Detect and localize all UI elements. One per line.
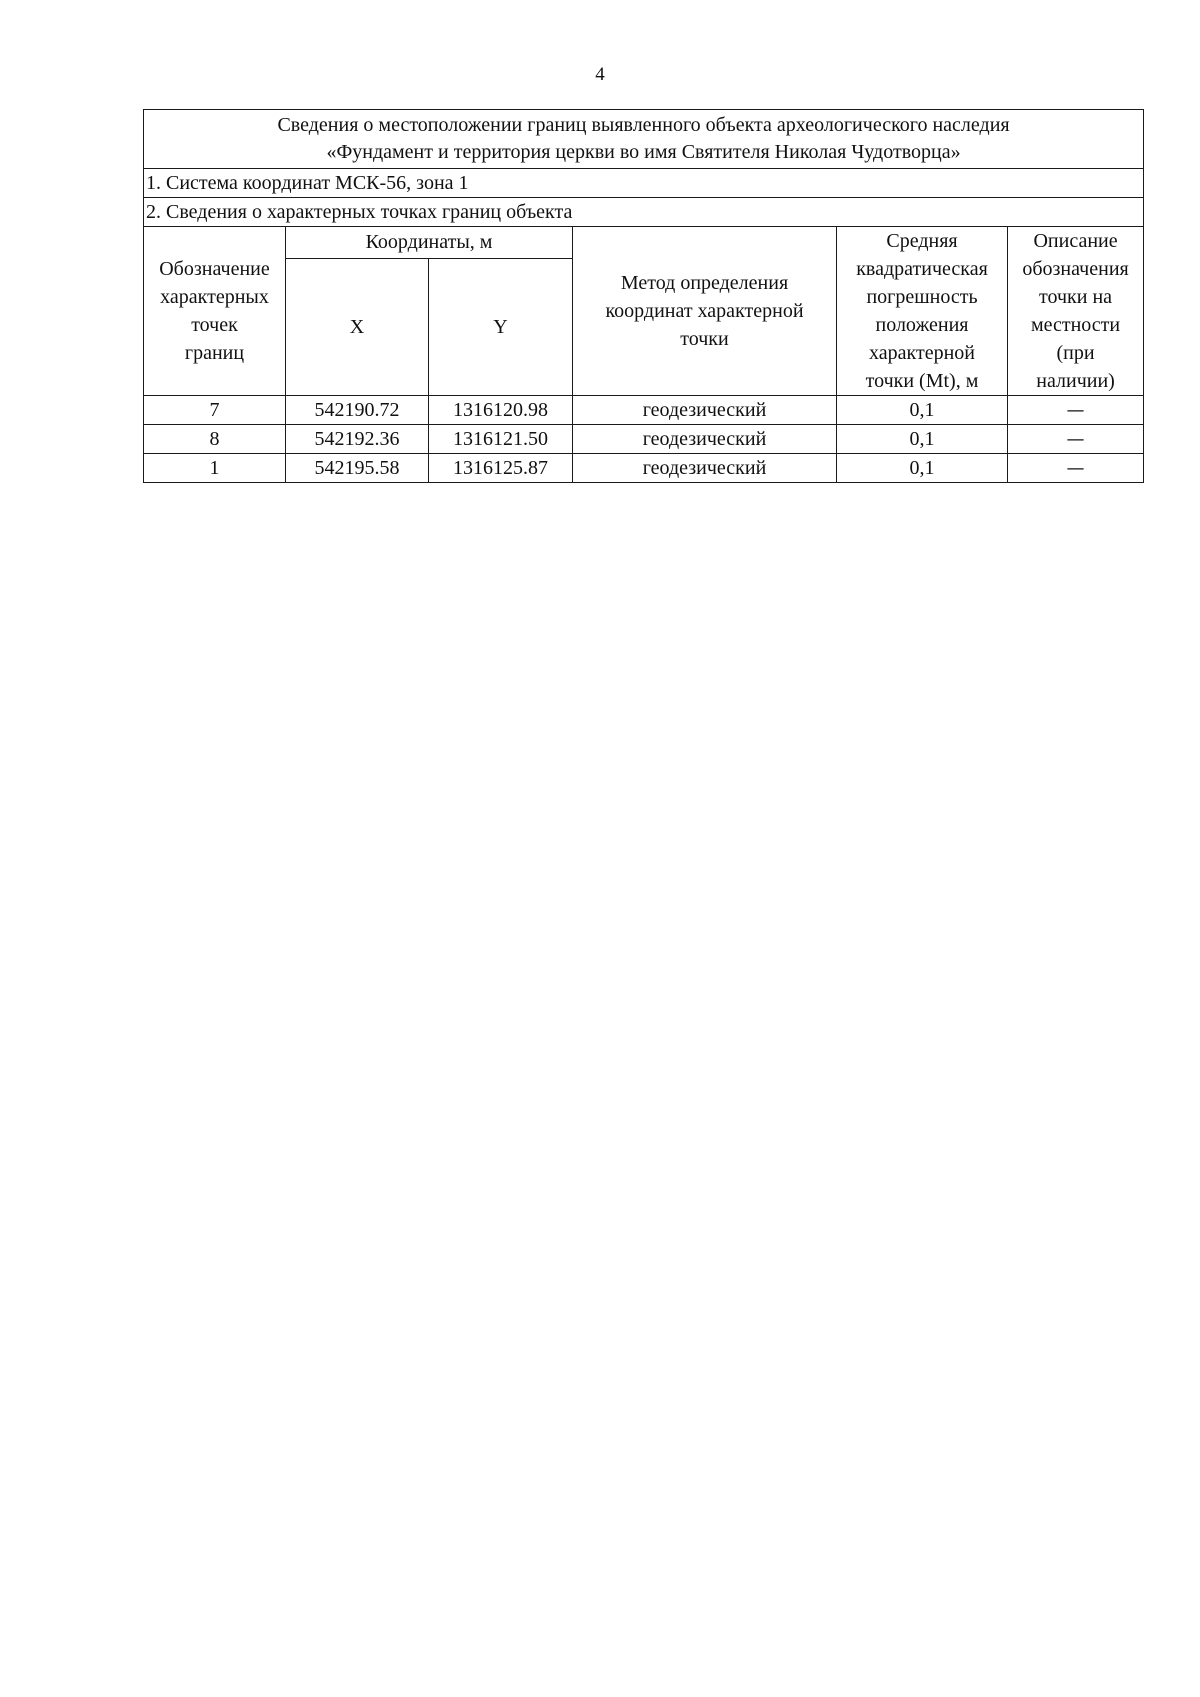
table-title-line-2: «Фундамент и территория церкви во имя Святителя Николая Чудотворца» bbox=[326, 141, 961, 163]
error-cell: 0,1 bbox=[837, 396, 1008, 425]
header-line: точки (Mt), м bbox=[865, 370, 979, 392]
header-line: характерных bbox=[160, 286, 269, 308]
header-line: точки на bbox=[1039, 286, 1113, 308]
error-cell: 0,1 bbox=[837, 425, 1008, 454]
points-section-row: 2. Сведения о характерных точках границ объекта bbox=[144, 198, 1144, 227]
header-line: положения bbox=[875, 314, 969, 336]
header-line: точки bbox=[680, 328, 729, 350]
x-cell: 542190.72 bbox=[286, 396, 429, 425]
point-cell: 8 bbox=[144, 425, 286, 454]
header-line: обозначения bbox=[1022, 258, 1129, 280]
header-line: характерной bbox=[869, 342, 975, 364]
x-header: X bbox=[286, 258, 429, 395]
header-line: точек bbox=[191, 314, 238, 336]
y-cell: 1316125.87 bbox=[429, 454, 573, 483]
table-row bbox=[144, 454, 1144, 483]
page-number: 4 bbox=[595, 64, 605, 85]
table-title-line-1: Сведения о местоположении границ выявленного объекта археологического наследия bbox=[277, 114, 1010, 136]
header-line: Описание bbox=[1033, 230, 1118, 252]
designation-header bbox=[144, 227, 286, 396]
error-header bbox=[837, 227, 1008, 396]
method-cell: геодезический bbox=[573, 396, 837, 425]
coordinates-group-header: Координаты, м bbox=[286, 227, 573, 259]
header-line: Обозначение bbox=[159, 258, 270, 280]
table-row bbox=[144, 396, 1144, 425]
x-cell: 542192.36 bbox=[286, 425, 429, 454]
table-title bbox=[144, 110, 1144, 169]
y-header: Y bbox=[429, 258, 573, 395]
description-cell: — bbox=[1008, 396, 1144, 425]
header-line: границ bbox=[184, 342, 245, 364]
x-cell: 542195.58 bbox=[286, 454, 429, 483]
header-line: Средняя bbox=[886, 230, 958, 252]
method-cell: геодезический bbox=[573, 425, 837, 454]
description-cell: — bbox=[1008, 454, 1144, 483]
point-cell: 7 bbox=[144, 396, 286, 425]
table-row bbox=[144, 425, 1144, 454]
error-cell: 0,1 bbox=[837, 454, 1008, 483]
method-header bbox=[573, 227, 837, 396]
y-cell: 1316121.50 bbox=[429, 425, 573, 454]
boundary-points-table bbox=[143, 109, 1144, 483]
header-line: погрешность bbox=[866, 286, 978, 308]
coordinate-system-row: 1. Система координат МСК-56, зона 1 bbox=[144, 169, 1144, 198]
header-line: наличии) bbox=[1036, 370, 1115, 392]
header-line: квадратическая bbox=[856, 258, 988, 280]
header-line: координат характерной bbox=[605, 300, 804, 322]
description-cell: — bbox=[1008, 425, 1144, 454]
header-line: (при bbox=[1056, 342, 1095, 364]
point-cell: 1 bbox=[144, 454, 286, 483]
header-line: Метод определения bbox=[620, 272, 789, 294]
y-cell: 1316120.98 bbox=[429, 396, 573, 425]
description-header bbox=[1008, 227, 1144, 396]
method-cell: геодезический bbox=[573, 454, 837, 483]
header-line: местности bbox=[1030, 314, 1121, 336]
